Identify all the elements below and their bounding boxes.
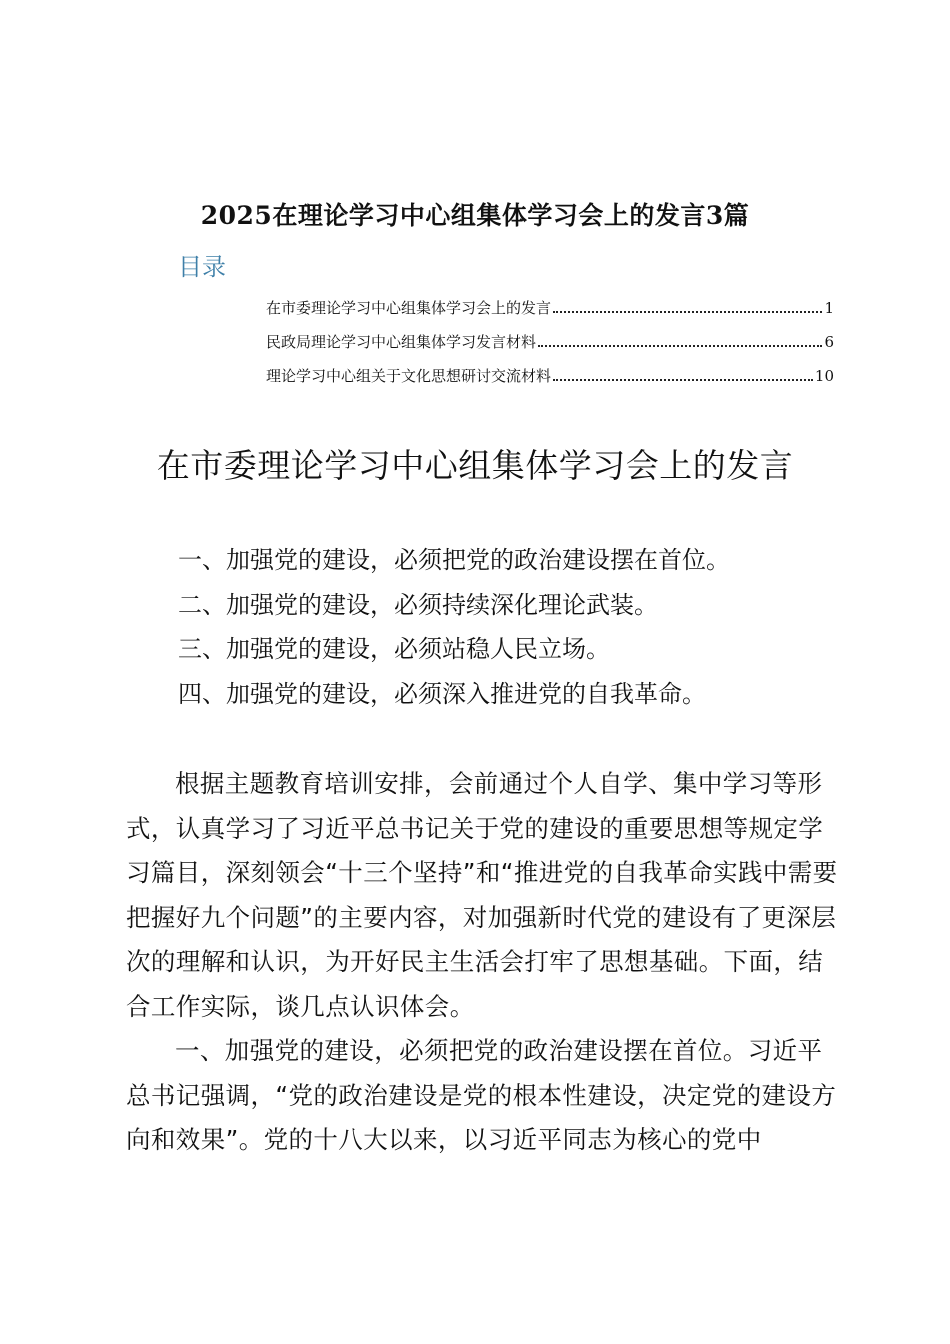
toc-dot-leader — [538, 345, 822, 347]
body-paragraph: 根据主题教育培训安排，会前通过个人自学、集中学习等形式，认真学习了习近平总书记关于党的建设的重要思想等规定学习篇目，深刻领会“十三个坚持”和“推进党的自我革命实践中需要把握好九个问题”的主要内容，对加强新时代党的建设有了更深层次的理解和认识，为开好民主生活会打牢了思想基础。下面，结合工作实际，谈几点认识体会。 — [126, 769, 838, 1021]
toc-dot-leader — [553, 311, 822, 313]
toc-entry-page: 1 — [824, 299, 834, 317]
key-point: 三、加强党的建设，必须站稳人民立场。 — [178, 635, 610, 663]
toc-entry-text: 理论学习中心组关于文化思想研讨交流材料 — [266, 367, 552, 385]
table-of-contents — [266, 294, 834, 396]
key-point: 四、加强党的建设，必须深入推进党的自我革命。 — [178, 679, 706, 708]
toc-entry-page: 6 — [824, 333, 834, 351]
key-point: 一、加强党的建设，必须把党的政治建设摆在首位。 — [178, 546, 730, 574]
toc-entry[interactable] — [266, 294, 834, 328]
toc-entry[interactable] — [266, 362, 834, 396]
body-text — [126, 762, 838, 1163]
toc-entry-page: 10 — [814, 367, 834, 385]
toc-entry-text: 民政局理论学习中心组集体学习发言材料 — [266, 333, 537, 351]
body-paragraph: 一、加强党的建设，必须把党的政治建设摆在首位。习近平总书记强调，“党的政治建设是党的根本性建设，决定党的建设方向和效果”。党的十八大以来，以习近平同志为核心的党中 — [126, 1036, 837, 1154]
key-point: 二、加强党的建设，必须持续深化理论武装。 — [178, 590, 658, 619]
document-title: 2025在理论学习中心组集体学习会上的发言3篇 — [200, 201, 750, 230]
key-points-list — [178, 538, 878, 716]
section-title: 在市委理论学习中心组集体学习会上的发言 — [156, 446, 794, 485]
toc-heading: 目录 — [178, 253, 226, 281]
toc-entry[interactable] — [266, 328, 834, 362]
toc-entry-text: 在市委理论学习中心组集体学习会上的发言 — [266, 299, 552, 317]
toc-dot-leader — [553, 379, 813, 381]
